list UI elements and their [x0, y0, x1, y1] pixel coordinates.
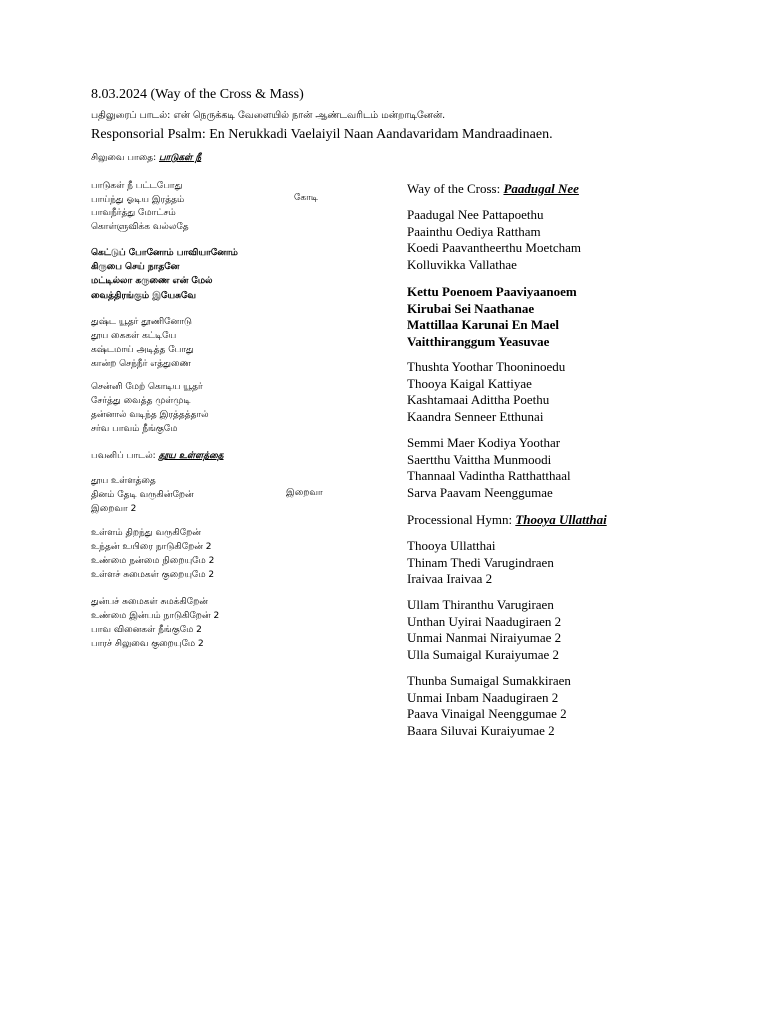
tamil-hymn-title: தூய உள்ளத்தை — [158, 451, 224, 461]
english-line: Unmai Inbam Naadugiraen 2 — [407, 690, 559, 705]
tamil-line: இறைவா 2 — [91, 504, 137, 514]
english-line: Baara Siluvai Kuraiyumae 2 — [407, 723, 555, 738]
tamil-line: தூய உள்ளத்தை — [91, 476, 156, 486]
tamil-line: பாவ வினைகள் நீங்குமே 2 — [91, 625, 202, 635]
english-line: Unthan Uyirai Naadugiraen 2 — [407, 614, 562, 629]
english-line: Kolluvikka Vallathae — [407, 257, 517, 272]
english-line: Iraivaa Iraivaa 2 — [407, 571, 493, 586]
english-line: Thooya Ullatthai — [407, 538, 496, 553]
english-line: Ullam Thiranthu Varugiraen — [407, 597, 554, 612]
tamil-line: கான்ற செந்நீர் எத்துணை — [91, 359, 191, 369]
english-line: Thunba Sumaigal Sumakkiraen — [407, 673, 571, 688]
english-line: Semmi Maer Kodiya Yoothar — [407, 435, 561, 450]
english-line: Thushta Yoothar Thooninoedu — [407, 359, 566, 374]
english-line: Paadugal Nee Pattapoethu — [407, 207, 544, 222]
english-line: Thannaal Vadintha Ratthatthaal — [407, 468, 571, 483]
tamil-line: சென்னி மேற் கொடிய யூதர் — [91, 382, 203, 392]
tamil-line: பாரச் சிலுவை குறையுமே 2 — [91, 639, 204, 649]
tamil-line: சர்வ பாவம் நீங்குமே — [91, 424, 178, 434]
tamil-line: கொள்ளுவிக்க வல்லதே — [91, 222, 189, 232]
tamil-line: உள்ளச் சுமைகள் குறையுமே 2 — [91, 570, 215, 580]
tamil-chorus-line: வைத்திரங்கும் இயேசுவே — [91, 291, 196, 301]
english-chorus-line: Mattillaa Karunai En Mael — [407, 317, 560, 332]
tamil-line: தூய கைகள் கட்டியே — [91, 331, 177, 341]
tamil-line: துன்பச் சுமைகள் சுமக்கிறேன் — [91, 597, 208, 607]
tamil-line: தினம் தேடி வருகின்றேன் — [91, 490, 194, 500]
english-line: Ulla Sumaigal Kuraiyumae 2 — [407, 647, 559, 662]
tamil-line: பாடுகள் நீ பட்டபோது — [91, 181, 183, 191]
english-way-title: Paadugal Nee — [503, 181, 579, 196]
english-hymn-heading: Processional Hymn: Thooya Ullatthai — [407, 512, 607, 527]
english-line: Kaandra Senneer Etthunai — [407, 409, 544, 424]
tamil-line: சேர்த்து வைத்த முள்முடி — [91, 396, 191, 406]
tamil-chorus-line: மட்டில்லா கருணை என் மேல் — [91, 276, 213, 286]
tamil-line: தன்னால் வடிந்த இரத்தத்தால் — [91, 410, 209, 420]
tamil-line: துஷ்ட யூதர் தூணினோடு — [91, 317, 192, 327]
tamil-chorus-line: கிருபை செய் நாதனே — [91, 262, 180, 272]
english-line: Unmai Nanmai Niraiyumae 2 — [407, 630, 562, 645]
english-line: Thooya Kaigal Kattiyae — [407, 376, 532, 391]
tamil-way-heading: சிலுவை பாதை: பாடுகள் நீ — [91, 153, 202, 163]
english-line: Sarva Paavam Neenggumae — [407, 485, 553, 500]
tamil-stray-word: கோடி — [294, 193, 319, 203]
tamil-hymn-heading: பவனிப் பாடல்: தூய உள்ளத்தை — [91, 451, 224, 461]
english-line: Thinam Thedi Varugindraen — [407, 555, 554, 570]
tamil-line: உந்தன் உயிரை நாடுகிறேன் 2 — [91, 542, 212, 552]
psalm-title-tamil: பதிலுரைப் பாடல்: என் நெருக்கடி வேளையில் நான் ஆண்டவரிடம் மன்றாடினேன். — [91, 110, 446, 121]
english-way-heading: Way of the Cross: Paadugal Nee — [407, 181, 579, 196]
tamil-way-title: பாடுகள் நீ — [158, 153, 202, 163]
tamil-line: கஷ்டமாய் அடித்த போது — [91, 345, 194, 355]
english-hymn-title: Thooya Ullatthai — [515, 512, 607, 527]
english-chorus-line: Kettu Poenoem Paaviyaanoem — [407, 284, 577, 299]
english-line: Paainthu Oediya Rattham — [407, 224, 541, 239]
tamil-line: பாய்ந்து ஓடிய இரத்தம் — [91, 195, 185, 205]
english-chorus-line: Vaitthiranggum Yeasuvae — [407, 334, 550, 349]
date-line: 8.03.2024 (Way of the Cross & Mass) — [91, 87, 304, 102]
tamil-line: உண்மை நன்மை நிறையுமே 2 — [91, 556, 215, 566]
tamil-line: உண்மை இன்பம் நாடுகிறேன் 2 — [91, 611, 220, 621]
tamil-line: உள்ளம் திறந்து வருகிறேன் — [91, 528, 202, 538]
tamil-chorus-line: கெட்டுப் போனோம் பாவியானோம் — [91, 248, 238, 258]
english-chorus-line: Kirubai Sei Naathanae — [407, 301, 535, 316]
english-line: Kashtamaai Adittha Poethu — [407, 392, 550, 407]
tamil-stray-word: இறைவா — [286, 488, 323, 498]
english-line: Saertthu Vaittha Munmoodi — [407, 452, 552, 467]
psalm-title-english: Responsorial Psalm: En Nerukkadi Vaelaiyil Naan Aandavaridam Mandraadinaen. — [91, 127, 553, 142]
tamil-line: பாவநீர்த்து மோட்சம் — [91, 208, 176, 218]
english-line: Koedi Paavantheerthu Moetcham — [407, 240, 581, 255]
english-line: Paava Vinaigal Neenggumae 2 — [407, 706, 567, 721]
